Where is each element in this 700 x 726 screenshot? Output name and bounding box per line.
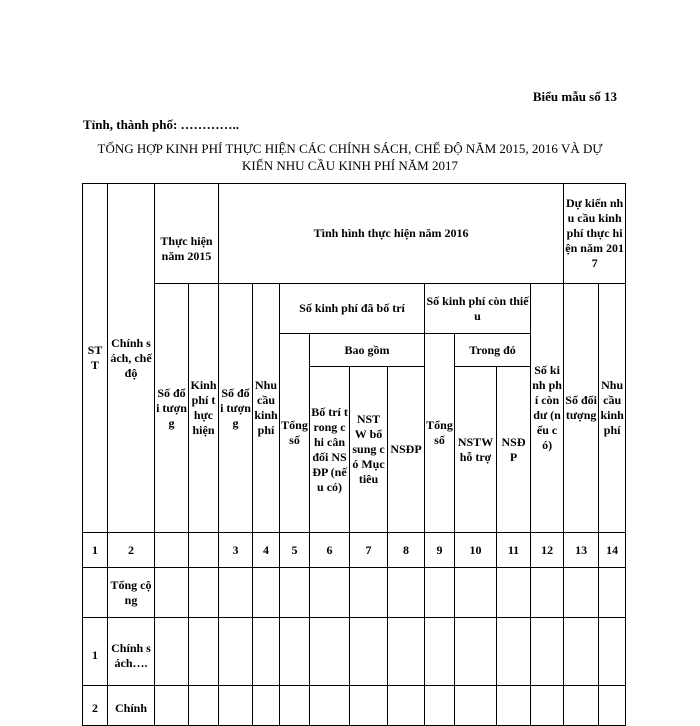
- header-kinh-phi-thuc-hien-2015: Kinh phí thực hiện: [189, 284, 219, 533]
- table-row: [83, 686, 626, 726]
- header-nhu-cau-kinh-phi-2017: Nhu cầu kinh phí: [599, 284, 626, 533]
- header-bo-tri-trong-chi: Bố trí trong chi cân đối NSĐP (nếu có): [310, 367, 350, 533]
- table-row-total: [83, 568, 626, 618]
- column-number: 12: [531, 533, 564, 568]
- header-so-doi-tuong-2015: Số đối tượng: [155, 284, 189, 533]
- header-so-kinh-phi-con-thieu: Số kinh phí còn thiếu: [425, 284, 531, 334]
- title-line-1: TỔNG HỢP KINH PHÍ THỰC HIỆN CÁC CHÍNH SÁCH, CHẾ ĐỘ NĂM 2015, 2016 VÀ DỰ: [97, 141, 603, 156]
- row-label: Chính: [108, 686, 155, 726]
- row-stt: [83, 568, 108, 618]
- header-tong-so-con-thieu: Tổng số: [425, 334, 455, 533]
- row-label: Chính sách….: [108, 618, 155, 686]
- header-nsdp-bo-tri: NSĐP: [388, 367, 425, 533]
- column-number: 9: [425, 533, 455, 568]
- header-du-kien-2017: Dự kiến nhu cầu kinh phí thực hiện năm 2017: [564, 184, 626, 284]
- header-nhu-cau-kinh-phi-2016: Nhu cầu kinh phí: [253, 284, 280, 533]
- header-tong-so-bo-tri: Tổng số: [280, 334, 310, 533]
- form-number: Biểu mẫu số 13: [532, 89, 617, 104]
- column-number: 10: [455, 533, 497, 568]
- column-number: 6: [310, 533, 350, 568]
- column-number: [155, 533, 189, 568]
- header-bao-gom: Bao gồm: [310, 334, 425, 367]
- header-tinh-hinh-2016: Tình hình thực hiện năm 2016: [219, 184, 564, 284]
- header-nstw-bo-sung: NSTW bổ sung có Mục tiêu: [350, 367, 388, 533]
- row-label: Tổng cộng: [108, 568, 155, 618]
- column-number: 2: [108, 533, 155, 568]
- header-so-doi-tuong-2016: Số đối tượng: [219, 284, 253, 533]
- column-number-row: [83, 533, 626, 568]
- column-number: 14: [599, 533, 626, 568]
- column-number: 11: [497, 533, 531, 568]
- province-line: Tỉnh, thành phố: …………..: [83, 117, 240, 132]
- column-number: 1: [83, 533, 108, 568]
- column-number: [189, 533, 219, 568]
- table-row: [83, 618, 626, 686]
- column-number: 7: [350, 533, 388, 568]
- column-number: 5: [280, 533, 310, 568]
- title-line-2: KIẾN NHU CẦU KINH PHÍ NĂM 2017: [242, 158, 458, 173]
- column-number: 13: [564, 533, 599, 568]
- header-thuc-hien-2015: Thực hiện năm 2015: [155, 184, 219, 284]
- column-number: 8: [388, 533, 425, 568]
- header-stt: STT: [83, 184, 108, 533]
- row-stt: 1: [83, 618, 108, 686]
- header-trong-do: Trong đó: [455, 334, 531, 367]
- header-nsdp-con-thieu: NSĐP: [497, 367, 531, 533]
- document-title: [80, 140, 620, 174]
- column-number: 4: [253, 533, 280, 568]
- row-stt: 2: [83, 686, 108, 726]
- header-so-kinh-phi-con-du: Số kinh phí còn dư (nếu có): [531, 284, 564, 533]
- header-nstw-ho-tro: NSTW hỗ trợ: [455, 367, 497, 533]
- header-chinh-sach: Chính sách, chế độ: [108, 184, 155, 533]
- budget-table: [82, 183, 626, 726]
- column-number: 3: [219, 533, 253, 568]
- header-so-kinh-phi-bo-tri: Số kinh phí đã bố trí: [280, 284, 425, 334]
- header-so-doi-tuong-2017: Số đối tượng: [564, 284, 599, 533]
